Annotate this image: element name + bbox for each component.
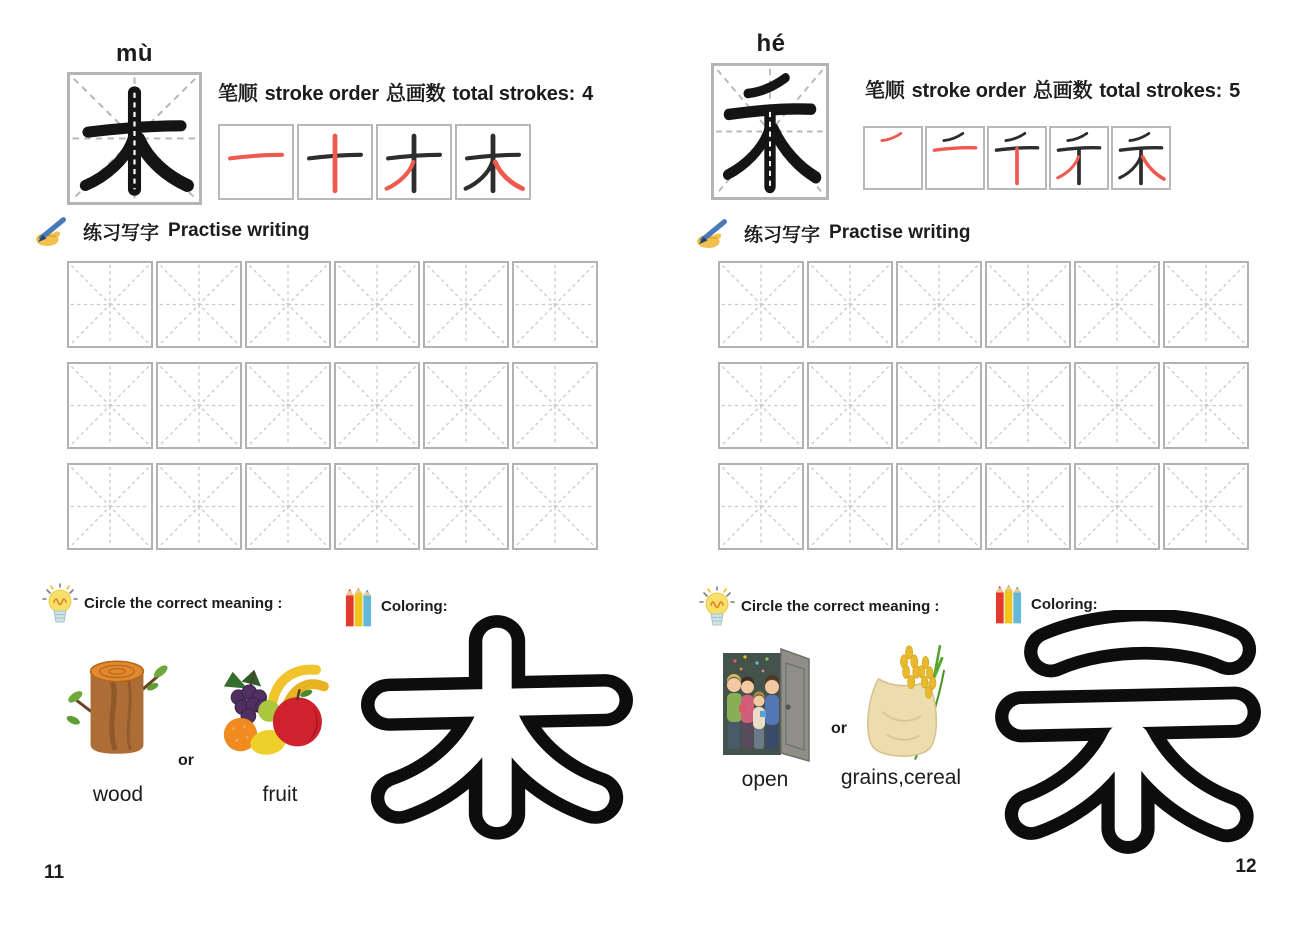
coloring-label: Coloring: — [381, 598, 448, 615]
stroke-order-header — [218, 77, 593, 106]
practice-cell[interactable] — [156, 261, 242, 348]
practice-cell[interactable] — [896, 362, 982, 449]
practice-cell[interactable] — [985, 261, 1071, 348]
workbook-page-right — [653, 0, 1306, 928]
coloring-label: Coloring: — [1031, 596, 1098, 613]
total-strokes-label-cn: 总画数 — [1032, 80, 1093, 102]
option-label[interactable]: grains,cereal — [840, 766, 962, 789]
practice-cell[interactable] — [67, 261, 153, 348]
practice-grid-row — [67, 261, 598, 348]
stroke-step-box — [925, 126, 985, 190]
practice-cell[interactable] — [67, 463, 153, 550]
practice-grid-row — [718, 362, 1249, 449]
practice-cell[interactable] — [985, 463, 1071, 550]
practice-grid-row — [67, 362, 598, 449]
practice-cell[interactable] — [156, 463, 242, 550]
practice-grid-row — [67, 463, 598, 550]
practice-label-en: Practise writing — [168, 220, 310, 241]
practice-cell[interactable] — [1074, 463, 1160, 550]
practice-writing-header — [32, 214, 310, 248]
practice-grid — [67, 261, 598, 550]
practice-label-en: Practise writing — [829, 222, 971, 243]
writing-hand-icon — [693, 217, 735, 249]
practice-cell[interactable] — [245, 362, 331, 449]
total-strokes-label-en: total strokes: — [452, 83, 576, 105]
practice-cell[interactable] — [245, 261, 331, 348]
practice-cell[interactable] — [718, 261, 804, 348]
practice-writing-header — [693, 216, 971, 250]
practice-cell[interactable] — [1163, 463, 1249, 550]
pinyin-label: hé — [756, 30, 786, 57]
coloring-outline-character[interactable] — [350, 614, 644, 868]
or-separator: or — [831, 720, 847, 737]
practice-label-cn: 练习写字 — [744, 224, 821, 246]
stroke-step-box — [863, 126, 923, 190]
practice-cell[interactable] — [807, 463, 893, 550]
practice-grid-row — [718, 261, 1249, 348]
meaning-prompt: Circle the correct meaning : — [84, 595, 283, 612]
practice-cell[interactable] — [245, 463, 331, 550]
practice-cell[interactable] — [1074, 362, 1160, 449]
practice-cell[interactable] — [334, 463, 420, 550]
practice-cell[interactable] — [512, 261, 598, 348]
practice-cell[interactable] — [156, 362, 242, 449]
lightbulb-icon — [40, 583, 80, 629]
practice-cell[interactable] — [67, 362, 153, 449]
option-label[interactable]: fruit — [262, 783, 298, 806]
practice-cell[interactable] — [334, 362, 420, 449]
coloring-outline-character[interactable] — [983, 610, 1273, 884]
or-separator: or — [178, 752, 194, 769]
stroke-step-box — [297, 124, 373, 200]
stroke-step-box — [1111, 126, 1171, 190]
stroke-order-sequence — [218, 124, 531, 200]
grain-sack-illustration[interactable] — [851, 640, 955, 768]
practice-cell[interactable] — [423, 463, 509, 550]
practice-cell[interactable] — [423, 261, 509, 348]
practice-cell[interactable] — [807, 261, 893, 348]
practice-cell[interactable] — [334, 261, 420, 348]
practice-cell[interactable] — [423, 362, 509, 449]
stroke-order-sequence — [863, 126, 1171, 190]
practice-cell[interactable] — [1074, 261, 1160, 348]
practice-cell[interactable] — [896, 261, 982, 348]
meaning-prompt: Circle the correct meaning : — [741, 598, 940, 615]
option-label[interactable]: wood — [92, 783, 144, 806]
lightbulb-icon — [697, 586, 737, 632]
practice-cell[interactable] — [1163, 362, 1249, 449]
practice-cell[interactable] — [718, 463, 804, 550]
practice-cell[interactable] — [718, 362, 804, 449]
practice-cell[interactable] — [512, 362, 598, 449]
stroke-step-box — [376, 124, 452, 200]
stroke-order-label-en: stroke order — [264, 83, 379, 105]
log-illustration[interactable] — [66, 646, 168, 766]
pinyin-label: mù — [116, 40, 153, 67]
practice-cell[interactable] — [807, 362, 893, 449]
practice-cell[interactable] — [985, 362, 1071, 449]
practice-cell[interactable] — [1163, 261, 1249, 348]
stroke-step-box — [1049, 126, 1109, 190]
practice-label-cn: 练习写字 — [83, 222, 160, 244]
practice-grid-row — [718, 463, 1249, 550]
stroke-step-box — [218, 124, 294, 200]
total-strokes-label-cn: 总画数 — [385, 83, 446, 105]
stroke-step-box — [987, 126, 1047, 190]
fruit-illustration[interactable] — [203, 660, 331, 763]
page-number: 11 — [44, 862, 65, 883]
stroke-order-header — [865, 74, 1240, 103]
practice-cell[interactable] — [896, 463, 982, 550]
option-label[interactable]: open — [741, 768, 789, 791]
character-box — [67, 72, 202, 205]
page-number: 12 — [1235, 856, 1257, 877]
practice-grid — [718, 261, 1249, 550]
stroke-order-label-en: stroke order — [911, 80, 1026, 102]
total-strokes-value: 5 — [1229, 80, 1241, 102]
character-box — [711, 63, 829, 200]
stroke-step-box — [455, 124, 531, 200]
stroke-order-label-cn: 笔顺 — [218, 83, 258, 105]
stroke-order-label-cn: 笔顺 — [865, 80, 905, 102]
writing-hand-icon — [32, 215, 74, 247]
total-strokes-value: 4 — [582, 83, 594, 105]
open-door-illustration[interactable] — [715, 646, 815, 770]
practice-cell[interactable] — [512, 463, 598, 550]
total-strokes-label-en: total strokes: — [1099, 80, 1223, 102]
